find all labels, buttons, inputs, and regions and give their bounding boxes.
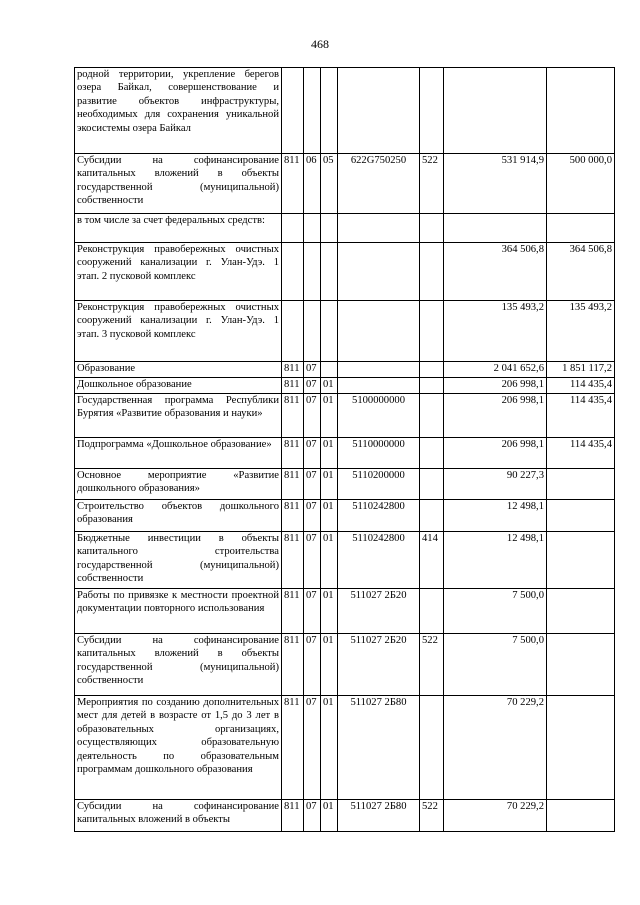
row-vr [420,362,444,378]
row-name: Субсидии на софинансирование капитальных вложений в объекты государственной (муниципальной) собственности [75,154,282,214]
row-name: родной территории, укрепление берегов озера Байкал, совершенствование и развитие объектов инфраструктуры, необходимых для сохранения уникальной экосистемы озера Байкал [75,68,282,154]
row-rz [304,214,321,243]
row-pr: 01 [321,800,338,832]
row-name: Субсидии на софинансирование капитальных вложений в объекты государственной (муниципальной) собственности [75,634,282,696]
row-rz [304,68,321,154]
row-gr: 811 [282,589,304,634]
table-row [75,500,615,532]
row-name: Основное мероприятие «Развитие дошкольного образования» [75,469,282,500]
row-sum2: 114 435,4 [547,438,615,469]
row-sum1: 206 998,1 [444,438,547,469]
row-name: Дошкольное образование [75,378,282,394]
row-gr: 811 [282,438,304,469]
table-row [75,394,615,438]
table-row [75,301,615,362]
table-row [75,696,615,800]
row-pr: 01 [321,394,338,438]
table-row [75,378,615,394]
row-sum2 [547,500,615,532]
table-row [75,362,615,378]
row-sum2 [547,469,615,500]
row-vr [420,301,444,362]
row-vr [420,589,444,634]
row-pr [321,362,338,378]
row-sum2: 114 435,4 [547,378,615,394]
row-name: Реконструкция правобережных очистных сооружений канализации г. Улан-Удэ. 1 этап. 2 пусковой комплекс [75,243,282,301]
row-vr: 522 [420,800,444,832]
row-pr: 01 [321,500,338,532]
row-gr: 811 [282,500,304,532]
page-number: 468 [311,37,329,51]
row-sum2: 500 000,0 [547,154,615,214]
row-gr: 811 [282,696,304,800]
row-name: Субсидии на софинансирование капитальных вложений в объекты [75,800,282,832]
row-rz: 07 [304,362,321,378]
row-csr: 511027 2Б80 [338,696,420,800]
row-pr: 01 [321,634,338,696]
row-sum1: 70 229,2 [444,696,547,800]
row-vr: 522 [420,634,444,696]
row-vr [420,500,444,532]
row-gr: 811 [282,800,304,832]
row-csr: 622G750250 [338,154,420,214]
row-gr [282,301,304,362]
row-vr [420,696,444,800]
row-rz: 07 [304,532,321,589]
row-gr: 811 [282,634,304,696]
row-sum2: 135 493,2 [547,301,615,362]
row-name: Строительство объектов дошкольного образования [75,500,282,532]
row-pr: 01 [321,469,338,500]
row-rz [304,243,321,301]
row-sum1 [444,214,547,243]
row-sum2 [547,634,615,696]
row-gr [282,214,304,243]
row-gr: 811 [282,378,304,394]
row-csr: 511027 2Б20 [338,589,420,634]
row-name: Мероприятия по созданию дополнительных мест для детей в возрасте от 1,5 до 3 лет в образовательных организациях, осуществляющих образовательную деятельность по образовательным программам дошкольного образования [75,696,282,800]
budget-table [74,67,615,832]
row-csr [338,362,420,378]
row-sum2 [547,214,615,243]
row-gr: 811 [282,532,304,589]
row-rz: 07 [304,500,321,532]
row-name: Подпрограмма «Дошкольное образование» [75,438,282,469]
row-gr: 811 [282,362,304,378]
row-rz: 07 [304,438,321,469]
row-pr [321,301,338,362]
table-row [75,634,615,696]
row-vr [420,214,444,243]
table-row [75,154,615,214]
row-csr: 5100000000 [338,394,420,438]
table-row [75,800,615,832]
row-sum1: 12 498,1 [444,500,547,532]
row-name: Работы по привязке к местности проектной документации повторного использования [75,589,282,634]
row-pr: 01 [321,696,338,800]
row-pr: 01 [321,378,338,394]
row-vr [420,438,444,469]
row-csr: 511027 2Б20 [338,634,420,696]
table-row [75,438,615,469]
row-sum1: 2 041 652,6 [444,362,547,378]
row-vr: 522 [420,154,444,214]
row-name: Бюджетные инвестиции в объекты капитального строительства государственной (муниципальной) собственности [75,532,282,589]
row-csr: 5110000000 [338,438,420,469]
row-csr: 511027 2Б80 [338,800,420,832]
row-rz: 07 [304,696,321,800]
row-csr [338,378,420,394]
row-sum2 [547,696,615,800]
row-sum2: 364 506,8 [547,243,615,301]
row-csr: 5110242800 [338,500,420,532]
row-sum1: 135 493,2 [444,301,547,362]
row-pr: 05 [321,154,338,214]
row-gr: 811 [282,154,304,214]
row-csr [338,68,420,154]
row-vr [420,68,444,154]
row-rz: 07 [304,469,321,500]
row-gr [282,68,304,154]
row-gr: 811 [282,469,304,500]
row-name: Образование [75,362,282,378]
row-sum1: 12 498,1 [444,532,547,589]
row-sum2: 1 851 117,2 [547,362,615,378]
row-rz [304,301,321,362]
row-pr: 01 [321,589,338,634]
row-vr [420,469,444,500]
row-pr [321,214,338,243]
row-sum1: 531 914,9 [444,154,547,214]
row-rz: 07 [304,394,321,438]
row-csr [338,214,420,243]
row-gr [282,243,304,301]
row-sum1: 90 227,3 [444,469,547,500]
row-gr: 811 [282,394,304,438]
row-sum1: 7 500,0 [444,589,547,634]
row-rz: 07 [304,800,321,832]
row-sum1: 206 998,1 [444,378,547,394]
table-row [75,469,615,500]
row-rz: 07 [304,589,321,634]
row-vr [420,243,444,301]
row-csr: 5110242800 [338,532,420,589]
row-name: Реконструкция правобережных очистных сооружений канализации г. Улан-Удэ. 1 этап. 3 пусковой комплекс [75,301,282,362]
row-pr [321,68,338,154]
row-csr [338,301,420,362]
row-sum1 [444,68,547,154]
row-sum2 [547,532,615,589]
row-sum1: 70 229,2 [444,800,547,832]
row-sum2 [547,68,615,154]
row-vr [420,394,444,438]
row-pr: 01 [321,438,338,469]
table-row [75,68,615,154]
row-pr: 01 [321,532,338,589]
row-pr [321,243,338,301]
row-sum2: 114 435,4 [547,394,615,438]
row-rz: 06 [304,154,321,214]
row-sum1: 206 998,1 [444,394,547,438]
row-sum1: 7 500,0 [444,634,547,696]
row-name: в том числе за счет федеральных средств: [75,214,282,243]
row-csr [338,243,420,301]
table-row [75,589,615,634]
table-row [75,214,615,243]
row-sum1: 364 506,8 [444,243,547,301]
row-vr: 414 [420,532,444,589]
row-rz: 07 [304,634,321,696]
row-vr [420,378,444,394]
table-row [75,532,615,589]
table-row [75,243,615,301]
row-sum2 [547,589,615,634]
row-csr: 5110200000 [338,469,420,500]
row-name: Государственная программа Республики Бурятия «Развитие образования и науки» [75,394,282,438]
row-rz: 07 [304,378,321,394]
row-sum2 [547,800,615,832]
